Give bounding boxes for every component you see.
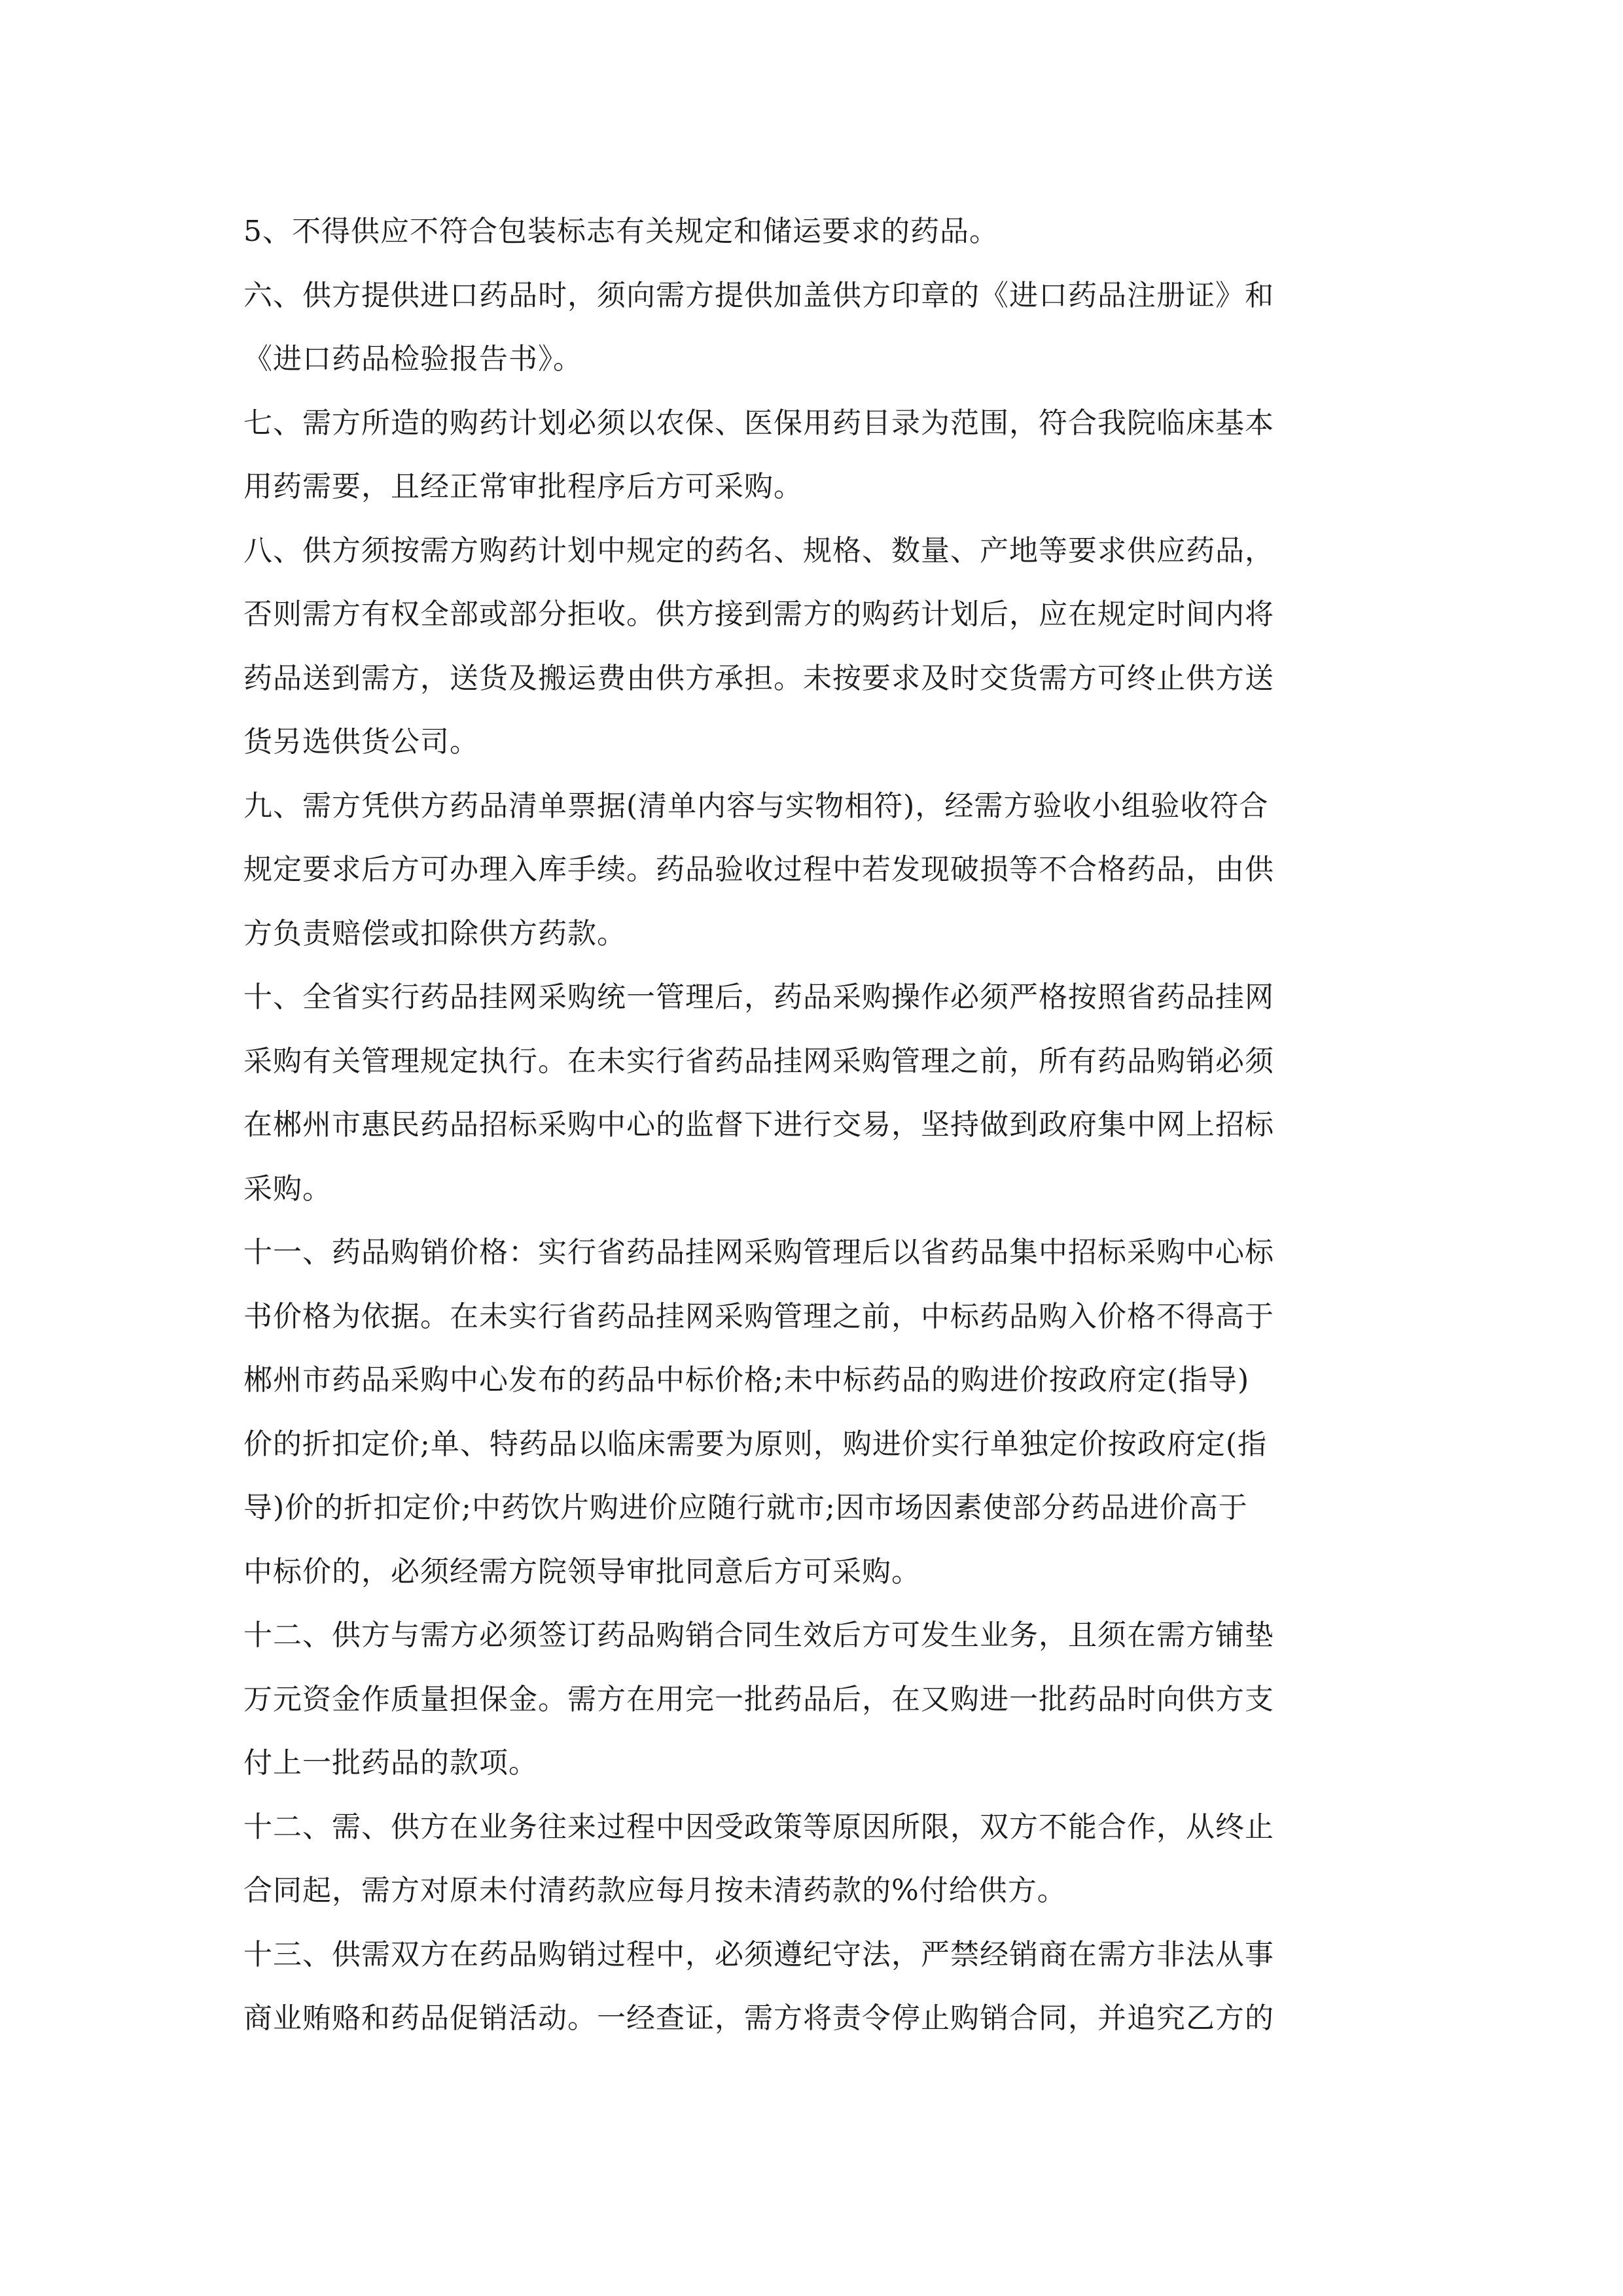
clause-13: 十三、供需双方在药品购销过程中，必须遵纪守法，严禁经销商在需方非法从事 商业贿赂和药品促销活动。一经查证，需方将责令停止购销合同，并追究乙方的: [243, 1937, 1274, 2035]
clause-7: 七、需方所造的购药计划必须以农保、医保用药目录为范围，符合我院临床基本 用药需要，且经正常审批程序后方可采购。: [243, 406, 1274, 503]
clause-5: 5、不得供应不符合包装标志有关规定和储运要求的药品。: [243, 215, 999, 248]
clause-10: 十、全省实行药品挂网采购统一管理后，药品采购操作必须严格按照省药品挂网 采购有关管理规定执行。在未实行省药品挂网采购管理之前，所有药品购销必须 在郴州市惠民药品招标采购中心的监督下进行交易，坚持做到政府集中网上招标 采购。: [243, 980, 1274, 1206]
clause-6: 六、供方提供进口药品时，须向需方提供加盖供方印章的《进口药品注册证》和 《进口药品检验报告书》。: [243, 278, 1274, 376]
clause-8: 八、供方须按需方购药计划中规定的药名、规格、数量、产地等要求供应药品， 否则需方有权全部或部分拒收。供方接到需方的购药计划后，应在规定时间内将 药品送到需方，送货及搬运费由供方承担。未按要求及时交货需方可终止供方送 货另选供货公司。: [243, 533, 1274, 759]
document-body: [243, 200, 1385, 2051]
clause-12: 十二、供方与需方必须签订药品购销合同生效后方可发生业务，且须在需方铺垫 万元资金作质量担保金。需方在用完一批药品后，在又购进一批药品时向供方支 付上一批药品的款项。: [243, 1619, 1274, 1780]
clause-11: 十一、药品购销价格：实行省药品挂网采购管理后以省药品集中招标采购中心标 书价格为依据。在未实行省药品挂网采购管理之前，中标药品购入价格不得高于 郴州市药品采购中心发布的药品中标价格;未中标药品的购进价按政府定(指导) 价的折扣定价;单、特药品以临床需要为原则，购进价实行单独定价按政府定(指 导)价的折扣定价;中药饮片购进价应随行就市;因市场因素使部分药品进价高于 中标价的，必须经需方院领导审批同意后方可采购。: [243, 1236, 1274, 1588]
clause-12b: 十二、需、供方在业务往来过程中因受政策等原因所限，双方不能合作，从终止 合同起，需方对原未付清药款应每月按未清药款的%付给供方。: [243, 1810, 1274, 1907]
clause-9: 九、需方凭供方药品清单票据(清单内容与实物相符)，经需方验收小组验收符合 规定要求后方可办理入库手续。药品验收过程中若发现破损等不合格药品，由供 方负责赔偿或扣除供方药款。: [243, 789, 1274, 950]
